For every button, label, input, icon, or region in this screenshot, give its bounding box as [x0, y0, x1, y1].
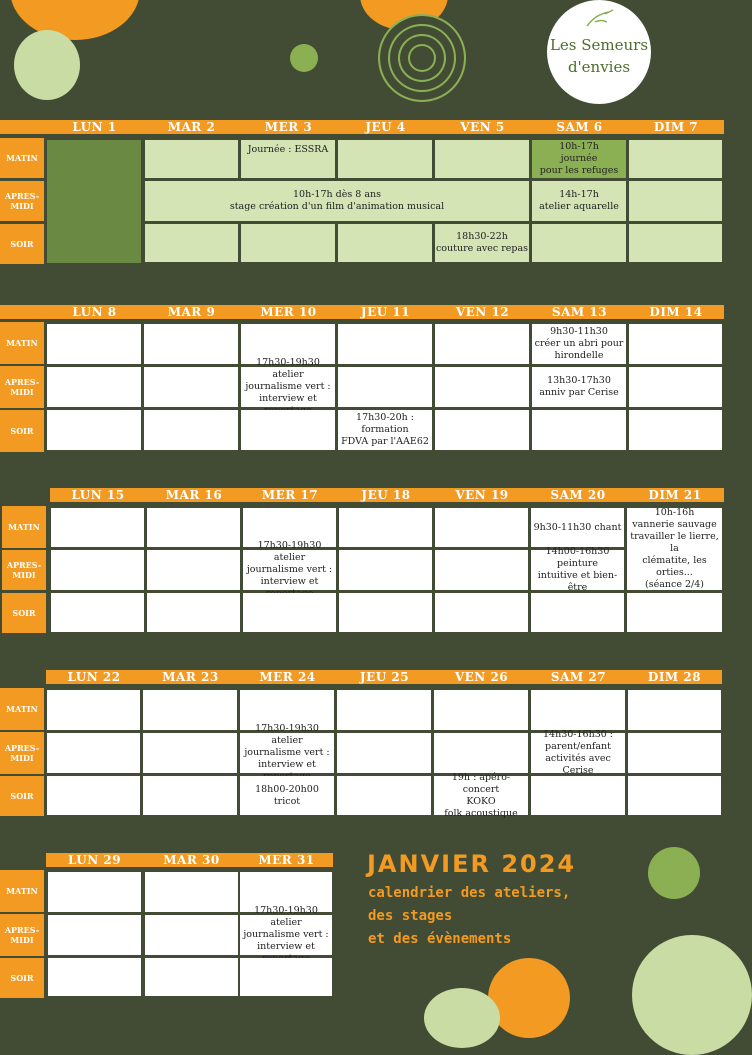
- event-cell: [435, 224, 529, 262]
- event-cell: [338, 140, 432, 178]
- event-cell: [628, 733, 721, 773]
- day-header: JEU 11: [360, 305, 411, 319]
- event-cell: [531, 593, 624, 632]
- event-cell: [434, 733, 528, 773]
- event-cell: [628, 776, 721, 815]
- event-cell: [145, 140, 238, 178]
- event-cell: [145, 224, 238, 262]
- event-line: orties...: [656, 567, 693, 578]
- event-line: stage création d'un film d'animation musical: [229, 201, 445, 212]
- event-cell: [629, 324, 722, 364]
- event-cell: [629, 224, 722, 262]
- event-line: 17h30-19h30 atelier: [256, 357, 320, 380]
- event-cell-stage: [145, 181, 529, 221]
- row-label-soir: SOIR: [0, 410, 44, 452]
- event-line: 14h-17h: [559, 189, 599, 200]
- event-cell: [339, 508, 432, 547]
- event-line: journalisme vert :: [246, 564, 333, 575]
- logo: [547, 0, 651, 104]
- event-line: hirondelle: [554, 350, 604, 361]
- event-cell: [629, 367, 722, 407]
- event-cell: [243, 540, 336, 590]
- row-label-soir: SOIR: [0, 224, 44, 264]
- event-cell: [143, 733, 237, 773]
- subtitle-line: et des évènements: [368, 931, 512, 947]
- event-cell: [145, 958, 238, 996]
- event-line: interview et: [257, 941, 315, 952]
- event-cell: [629, 410, 722, 450]
- decor-light-blob: [14, 30, 80, 100]
- decor-green-dot: [290, 44, 318, 72]
- event-line: folk acoustique: [444, 807, 518, 819]
- event-line: 14h30-16h30 :: [542, 729, 614, 740]
- day-header: LUN 15: [71, 488, 125, 502]
- event-line: Journée : ESSRA: [247, 144, 329, 155]
- decor-light-blob-bottom2: [424, 988, 500, 1048]
- decor-orange-blob-bottom: [488, 958, 570, 1038]
- row-label-apres-2: MIDI: [10, 753, 34, 763]
- row-label-matin: MATIN: [0, 322, 44, 364]
- event-cell: [627, 593, 722, 632]
- event-line: 10h-17h: [559, 141, 599, 152]
- event-cell: [51, 593, 144, 632]
- day-header: VEN 5: [460, 120, 505, 134]
- event-line: clématite, les: [642, 555, 707, 566]
- event-line: créer un abri pour: [534, 338, 624, 349]
- event-cell: [145, 915, 238, 955]
- logo-line1: Les Semeurs: [549, 36, 649, 54]
- event-line: 10h-16h: [654, 507, 695, 518]
- event-line: 17h30-19h30 atelier: [254, 905, 318, 928]
- event-cell: [532, 224, 626, 262]
- event-cell: [532, 181, 626, 221]
- event-cell: [147, 508, 240, 547]
- event-line: atelier aquarelle: [539, 201, 619, 212]
- day-header: MER 17: [261, 488, 319, 502]
- event-cell: [48, 958, 141, 996]
- event-line: 10h-17h dès 8 ans: [293, 189, 381, 200]
- row-label-soir: SOIR: [0, 776, 44, 816]
- event-cell: [628, 690, 721, 730]
- event-line: journalisme vert :: [243, 929, 329, 940]
- event-cell: [337, 776, 431, 815]
- event-cell: [47, 733, 140, 773]
- event-cell: [434, 690, 528, 730]
- day-header: DIM 21: [648, 488, 702, 502]
- event-cell: [241, 224, 335, 262]
- event-cell: [435, 140, 529, 178]
- event-cell: [532, 410, 626, 450]
- event-line: journée: [560, 153, 598, 164]
- event-line: interview et: [259, 393, 317, 404]
- event-cell: [339, 550, 432, 590]
- event-cell: [435, 550, 528, 590]
- event-cell: [532, 140, 626, 178]
- day-header: JEU 18: [361, 488, 411, 502]
- row-label-apres-midi: [2, 550, 46, 590]
- event-cell: [48, 915, 141, 955]
- event-line: 9h30-11h30 chant: [533, 521, 622, 533]
- event-cell: [531, 729, 625, 776]
- row-label-apres-1: APRES-: [4, 377, 40, 387]
- event-line: FDVA par l'AAE62: [341, 436, 429, 447]
- event-cell: [144, 367, 238, 407]
- event-cell: [435, 367, 529, 407]
- event-cell: [147, 550, 240, 590]
- event-cell: [531, 546, 624, 593]
- event-line: tricot: [273, 795, 301, 807]
- event-line: journalisme vert :: [244, 747, 330, 758]
- event-cell: [337, 690, 431, 730]
- event-line: activités avec Cerise: [545, 753, 611, 776]
- event-cell: [143, 776, 237, 815]
- event-line: 18h00-20h00: [255, 783, 319, 795]
- holiday-block-lun1: [47, 140, 141, 263]
- event-line: travailler le lierre, la: [630, 531, 719, 554]
- event-cell: [532, 367, 626, 407]
- event-line: 14h00-16h30 peinture: [545, 546, 610, 569]
- row-label-soir: SOIR: [0, 958, 44, 998]
- event-cell: [531, 776, 625, 815]
- event-cell: [47, 690, 140, 730]
- event-cell: [629, 140, 722, 178]
- event-cell: [241, 410, 335, 450]
- day-header: LUN 8: [72, 305, 117, 319]
- day-header: DIM 7: [653, 120, 699, 134]
- event-cell: [51, 550, 144, 590]
- decor-light-blob-bottom: [632, 935, 752, 1055]
- event-line: (séance 2/4): [645, 579, 704, 590]
- event-cell: [532, 324, 626, 364]
- event-line: vannerie sauvage: [632, 519, 717, 530]
- event-cell: [240, 723, 334, 773]
- event-cell: [240, 905, 332, 955]
- event-cell: [338, 367, 432, 407]
- day-header: SAM 27: [550, 670, 607, 684]
- day-header: MAR 9: [167, 305, 216, 319]
- hand-icon: [585, 8, 615, 30]
- event-line: intuitive et bien-être: [537, 570, 618, 593]
- day-header: DIM 28: [647, 670, 702, 684]
- page-subtitle: [368, 882, 570, 951]
- event-line: 13h30-17h30: [547, 375, 611, 386]
- event-line: pour les refuges: [539, 165, 619, 176]
- day-header: MAR 16: [165, 488, 223, 502]
- event-line: 17h30-19h30 atelier: [257, 540, 322, 563]
- page-title: JANVIER 2024: [367, 850, 577, 878]
- event-line: 17h30-19h30 atelier: [255, 723, 319, 746]
- day-header: DIM 14: [649, 305, 703, 319]
- event-line: 17h30-20h : formation: [356, 412, 414, 435]
- day-header: MER 10: [260, 305, 317, 319]
- row-label-soir: SOIR: [2, 593, 46, 633]
- event-cell: [47, 367, 141, 407]
- event-cell: [337, 733, 431, 773]
- event-cell: [629, 181, 722, 221]
- event-line: 18h30-22h: [456, 231, 508, 242]
- event-cell: [338, 410, 432, 450]
- event-cell: [338, 224, 432, 262]
- day-header: LUN 1: [72, 120, 117, 134]
- day-header: LUN 29: [67, 853, 122, 867]
- row-label-apres-2: MIDI: [12, 570, 36, 580]
- day-header: VEN 26: [454, 670, 509, 684]
- event-line: interview et: [258, 759, 316, 770]
- event-cell: [145, 872, 238, 912]
- event-cell: [241, 140, 335, 178]
- event-line: couture avec repas: [435, 243, 529, 254]
- row-label-matin: MATIN: [2, 506, 46, 548]
- event-line: parent/enfant: [545, 741, 611, 752]
- row-label-matin: MATIN: [0, 688, 44, 730]
- event-line: 19h : apéro-concert: [451, 771, 511, 795]
- day-header: MER 3: [264, 120, 313, 134]
- event-cell: [47, 410, 141, 450]
- day-header: MAR 30: [163, 853, 220, 867]
- event-cell: [435, 324, 529, 364]
- row-label-apres-midi: [0, 732, 44, 774]
- day-header: SAM 20: [550, 488, 606, 502]
- event-cell: [147, 593, 240, 632]
- event-cell: [241, 357, 335, 407]
- event-cell: [240, 958, 332, 996]
- logo-line2: d'envies: [567, 58, 631, 76]
- event-cell: [143, 690, 237, 730]
- day-header: MAR 23: [162, 670, 219, 684]
- row-label-matin: MATIN: [0, 138, 44, 178]
- event-cell: [243, 593, 336, 632]
- decor-spiral: [378, 14, 466, 102]
- event-line: interview et: [260, 576, 319, 587]
- event-cell: [435, 410, 529, 450]
- day-header: SAM 13: [551, 305, 608, 319]
- day-header: MER 31: [258, 853, 315, 867]
- row-label-apres-1: APRES-: [4, 743, 40, 753]
- row-label-apres-1: APRES-: [4, 191, 40, 201]
- day-header: JEU 25: [359, 670, 410, 684]
- event-cell: [435, 508, 528, 547]
- event-cell: [144, 410, 238, 450]
- row-label-apres-midi: [0, 181, 44, 221]
- row-label-apres-2: MIDI: [10, 387, 34, 397]
- event-cell: [339, 593, 432, 632]
- event-cell-vannerie: [627, 508, 722, 590]
- event-cell: [47, 324, 141, 364]
- event-cell: [531, 508, 624, 547]
- event-line: 9h30-11h30: [550, 326, 608, 337]
- row-label-apres-midi: [0, 366, 44, 408]
- event-cell: [435, 593, 528, 632]
- event-cell: [531, 690, 625, 730]
- event-cell: [240, 776, 334, 815]
- day-header: VEN 19: [455, 488, 509, 502]
- decor-green-blob-right: [648, 847, 700, 899]
- event-cell: [144, 324, 238, 364]
- row-label-matin: MATIN: [0, 870, 44, 912]
- day-header: VEN 12: [455, 305, 510, 319]
- row-label-apres-1: APRES-: [4, 925, 40, 935]
- row-label-apres-2: MIDI: [10, 201, 34, 211]
- event-cell: [51, 508, 144, 547]
- subtitle-line: des stages: [368, 908, 453, 924]
- subtitle-line: calendrier des ateliers,: [368, 885, 571, 901]
- row-label-apres-2: MIDI: [10, 935, 34, 945]
- event-cell: [47, 776, 140, 815]
- day-header: SAM 6: [556, 120, 603, 134]
- event-cell: [338, 324, 432, 364]
- day-header: MAR 2: [167, 120, 216, 134]
- row-label-apres-midi: [0, 914, 44, 956]
- event-line: KOKO: [466, 795, 496, 807]
- event-cell: [48, 872, 141, 912]
- day-header: LUN 22: [67, 670, 121, 684]
- day-header: JEU 4: [365, 120, 406, 134]
- event-line: anniv par Cerise: [539, 387, 619, 398]
- row-label-apres-1: APRES-: [6, 560, 42, 570]
- event-line: journalisme vert :: [245, 381, 331, 392]
- event-cell: [434, 771, 528, 819]
- day-header: MER 24: [259, 670, 316, 684]
